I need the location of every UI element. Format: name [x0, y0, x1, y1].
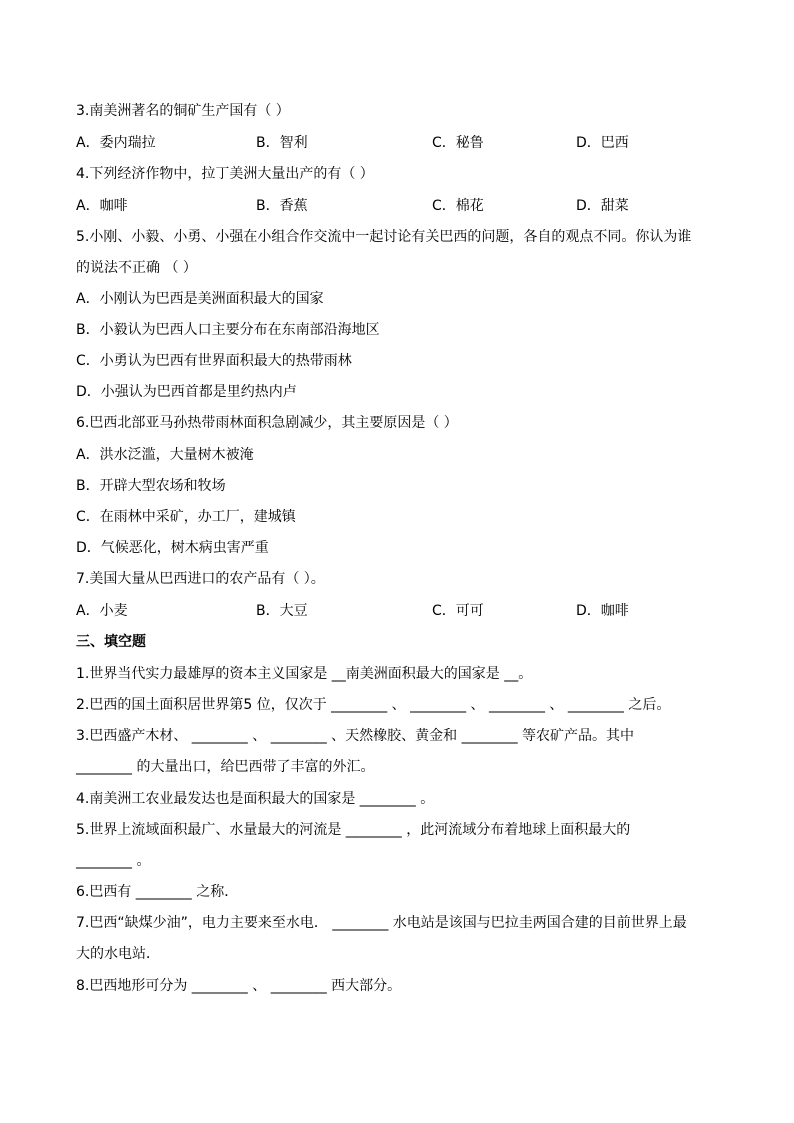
q5-option-b: B．小毅认为巴西人口主要分布在东南部沿海地区 — [76, 322, 380, 338]
q6-option-d: D．气候恶化，树木病虫害严重 — [76, 540, 269, 556]
q3-option-c: C．秘鲁 — [432, 135, 484, 151]
q5-option-d: D．小强认为巴西首都是里约热内卢 — [76, 384, 297, 400]
q6-option-c: C．在雨林中采矿，办工厂，建城镇 — [76, 509, 296, 525]
question-7-stem: 7.美国大量从巴西进口的农产品有（ ）。 — [76, 571, 325, 587]
question-3-stem: 3.南美洲著名的铜矿生产国有（ ） — [76, 103, 290, 119]
question-5-stem-line2: 的说法不正确 （ ） — [76, 260, 197, 276]
section-heading: 三、填空题 — [76, 634, 146, 650]
fill-question-6: 6.巴西有 ________ 之称． — [76, 884, 239, 900]
fill-question-1: 1.世界当代实力最雄厚的资本主义国家是 __南美洲面积最大的国家是 __。 — [76, 666, 533, 682]
fill-question-2: 2.巴西的国土面积居世界第5 位，仅次于 ________ 、 ________ 、 ________ 、 ________ 之后。 — [76, 697, 671, 713]
q7-option-b: B．大豆 — [256, 603, 308, 619]
fill-question-3-line1: 3.巴西盛产木材、 ________ 、 ________ 、天然橡胶、黄金和 ________ 等农矿产品。其中 — [76, 728, 635, 744]
q4-option-c: C．棉花 — [432, 198, 484, 214]
q4-option-a: A．咖啡 — [76, 198, 128, 214]
fill-question-7-line2: 大的水电站． — [76, 946, 160, 962]
fill-question-8: 8.巴西地形可分为 ________ 、 ________ 西大部分。 — [76, 978, 402, 994]
q5-option-a: A．小刚认为巴西是美洲面积最大的国家 — [76, 291, 324, 307]
q7-option-d: D．咖啡 — [576, 603, 629, 619]
question-6-stem: 6.巴西北部亚马孙热带雨林面积急剧减少，其主要原因是（ ） — [76, 415, 458, 431]
q3-option-d: D．巴西 — [576, 135, 629, 151]
fill-question-3-line2: ________ 的大量出口，给巴西带了丰富的外汇。 — [76, 759, 375, 775]
q3-option-a: A．委内瑞拉 — [76, 135, 156, 151]
fill-question-5-line1: 5.世界上流域面积最广、水量最大的河流是 ________ ，此河流域分布着地球上面积最大的 — [76, 822, 631, 838]
q3-option-b: B．智利 — [256, 135, 308, 151]
question-4-stem: 4.下列经济作物中，拉丁美洲大量出产的有（ ） — [76, 166, 374, 182]
q5-option-c: C．小勇认为巴西有世界面积最大的热带雨林 — [76, 353, 352, 369]
q6-option-b: B．开辟大型农场和牧场 — [76, 478, 226, 494]
q4-option-d: D．甜菜 — [576, 198, 629, 214]
question-5-stem-line1: 5.小刚、小毅、小勇、小强在小组合作交流中一起讨论有关巴西的问题，各自的观点不同。你认为谁 — [76, 229, 692, 245]
fill-question-7-line1: 7.巴西“缺煤少油”，电力主要来至水电． ________ 水电站是该国与巴拉圭两国合建的目前世界上最 — [76, 915, 687, 931]
q4-option-b: B．香蕉 — [256, 198, 308, 214]
q7-option-a: A．小麦 — [76, 603, 128, 619]
q6-option-a: A．洪水泛滥，大量树木被淹 — [76, 447, 254, 463]
q7-option-c: C．可可 — [432, 603, 484, 619]
fill-question-5-line2: ________ 。 — [76, 853, 151, 869]
fill-question-4: 4.南美洲工农业最发达也是面积最大的国家是 ________ 。 — [76, 791, 435, 807]
